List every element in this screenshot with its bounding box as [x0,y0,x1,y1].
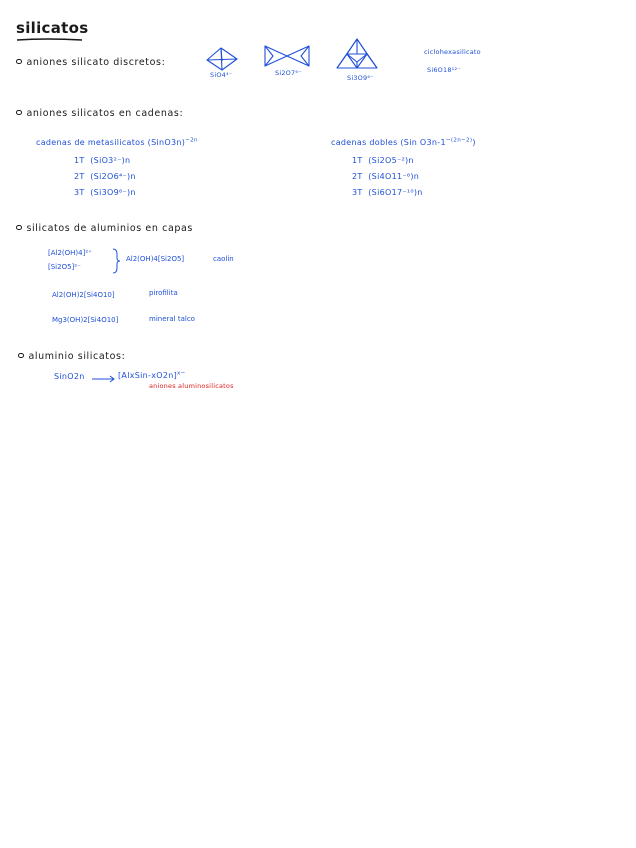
brace-bottom-formula: [Si2O5]²⁻ [48,263,81,271]
formula-si3o9: Si3O9⁶⁻ [347,74,374,82]
aluminosilicate-note: aniones aluminosilicatos [149,382,234,390]
dobles-row-1: 1T (Si2O5⁻²)n [352,156,414,165]
dobles-row-2: 2T (Si4O11⁻⁶)n [352,172,420,181]
caolin-name: caolín [213,255,234,263]
caolin-formula: Al2(OH)4[Si2O5] [126,255,185,263]
brace-top-formula: [Al2(OH)4]²⁺ [48,249,92,257]
sin-o2n-formula: SinO2n [54,372,85,381]
formula-si2o7: Si2O7⁶⁻ [275,69,302,77]
meta-row-3: 3T (Si3O9⁶⁻)n [74,188,136,197]
cadenas-dobles-title: cadenas dobles (Sin $O3n-1^{-(2n-2)}$) [331,137,476,147]
formula-sio4: SiO4⁴⁻ [210,71,233,79]
section2-heading: aniones silicatos en cadenas: [16,109,183,119]
talco-name: mineral talco [149,315,195,323]
metasilicatos-title: cadenas de metasilicatos (SinO3n)$^{-2n}$ [36,137,198,147]
dobles-row-3: 3T (Si6O17⁻¹⁰)n [352,188,423,197]
pirofilita-formula: Al2(OH)2[Si4O10] [52,291,115,299]
title-underline [16,37,86,43]
curly-brace [111,248,121,274]
page-title: silicatos [16,19,89,37]
section4-heading: aluminio silicatos: [18,352,125,362]
ring-trisilicate-diagram [335,38,379,74]
meta-row-1: 1T (SiO3²⁻)n [74,156,131,165]
meta-row-2: 2T (Si2O6⁴⁻)n [74,172,136,181]
tetrahedron-diagram [205,46,239,72]
double-tetrahedron-diagram [263,44,311,70]
aluminosilicate-formula: [AlxSin-xO2n]$^{x-}$ [118,370,186,380]
arrow-icon [91,375,117,383]
talco-formula: Mg3(OH)2[Si4O10] [52,316,119,324]
section3-heading: silicatos de aluminios en capas [16,224,193,234]
pirofilita-name: pirofilita [149,289,178,297]
ciclohexasilicato-label: ciclohexasilicato [424,48,481,56]
section1-heading: aniones silicato discretos: [16,58,165,68]
formula-si6o18: Si6O18¹²⁻ [427,66,461,74]
